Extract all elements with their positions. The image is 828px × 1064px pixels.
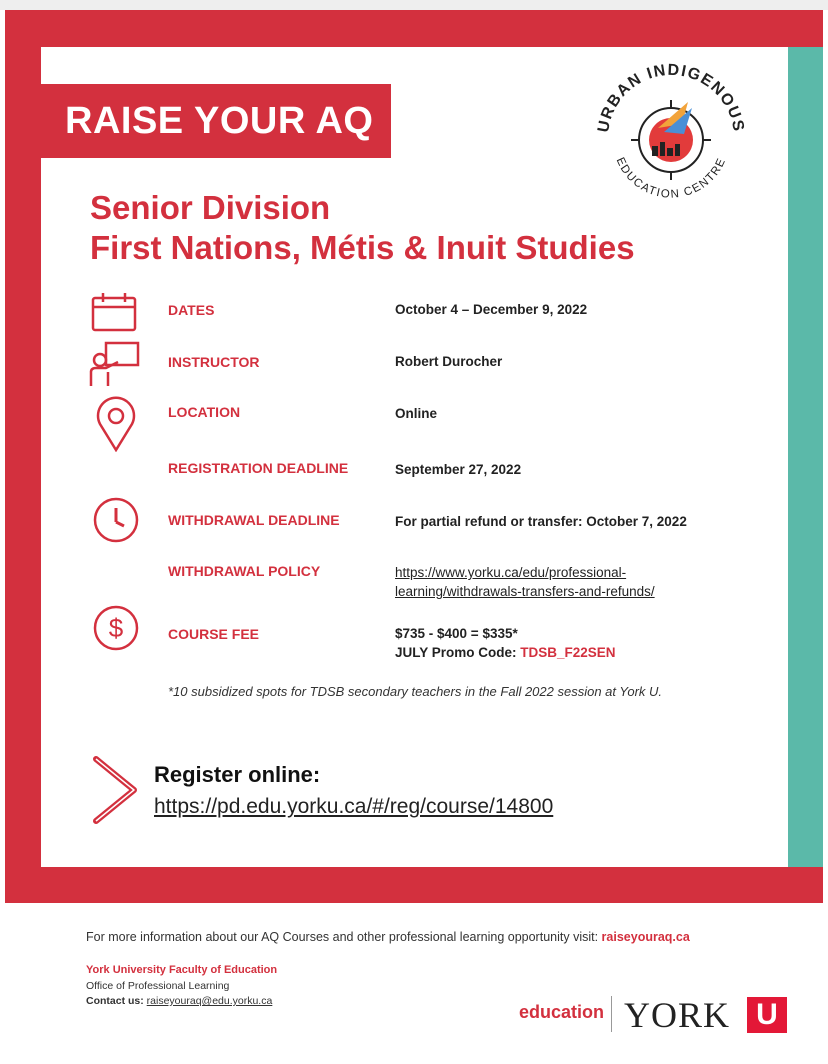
top-strip	[0, 0, 828, 10]
withdrawal-deadline-value: For partial refund or transfer: October 7, 2022	[395, 514, 687, 529]
location-pin-icon	[94, 396, 138, 452]
subsidy-note: *10 subsidized spots for TDSB secondary teachers in the Fall 2022 session at York U.	[168, 684, 663, 699]
promo-label: JULY Promo Code:	[395, 645, 521, 660]
promo-code: TDSB_F22SEN	[520, 645, 616, 660]
instructor-value: Robert Durocher	[395, 354, 503, 369]
brand-york: YORK	[624, 995, 731, 1035]
dollar-icon	[92, 604, 140, 652]
course-title-line1: Senior Division	[90, 189, 331, 226]
instructor-icon	[88, 340, 140, 388]
footer-info	[86, 930, 690, 944]
course-fee-amount: $735 - $400 = $335*	[395, 626, 518, 641]
register-link[interactable]: https://pd.edu.yorku.ca/#/reg/course/14800	[154, 795, 554, 818]
teal-accent-bar	[788, 47, 823, 867]
contact-label: Contact us:	[86, 995, 147, 1007]
footer-info-text: For more information about our AQ Courses and other professional learning opportunity visit:	[86, 930, 602, 944]
withdrawal-policy-label: WITHDRAWAL POLICY	[168, 563, 321, 579]
course-title	[90, 188, 635, 268]
dates-value: October 4 – December 9, 2022	[395, 302, 588, 317]
course-fee-label: COURSE FEE	[168, 626, 260, 642]
chevron-right-icon	[88, 755, 140, 825]
withdrawal-policy-link-line2[interactable]: learning/withdrawals-transfers-and-refunds/	[395, 584, 655, 599]
withdrawal-policy-link-line1[interactable]: https://www.yorku.ca/edu/professional-	[395, 565, 627, 580]
location-label: LOCATION	[168, 404, 241, 420]
register-heading: Register online:	[154, 762, 321, 787]
contact-line	[86, 995, 272, 1007]
clock-icon	[92, 496, 140, 544]
registration-deadline-value: September 27, 2022	[395, 462, 522, 477]
promo-line	[395, 643, 616, 662]
brand-education: education	[519, 1002, 605, 1022]
banner-text: RAISE YOUR AQ	[65, 99, 374, 142]
logo-top-text: URBAN INDIGENOUS	[595, 61, 747, 134]
course-title-line2: First Nations, Métis & Inuit Studies	[90, 229, 635, 266]
faculty-name: York University Faculty of Education	[86, 964, 278, 976]
withdrawal-deadline-label: WITHDRAWAL DEADLINE	[168, 512, 340, 528]
location-value: Online	[395, 406, 438, 421]
banner	[41, 84, 391, 158]
contact-email-link[interactable]: raiseyouraq@edu.yorku.ca	[146, 995, 273, 1007]
withdrawal-policy-link[interactable]	[395, 563, 655, 601]
footer-info-link[interactable]: raiseyouraq.ca	[601, 930, 690, 944]
brand-divider	[611, 996, 612, 1032]
registration-deadline-label: REGISTRATION DEADLINE	[168, 460, 349, 476]
calendar-icon	[88, 292, 140, 332]
instructor-label: INSTRUCTOR	[168, 354, 260, 370]
office-name: Office of Professional Learning	[86, 980, 230, 992]
logo-bottom-text: EDUCATION CENTRE	[613, 155, 729, 201]
dates-label: DATES	[168, 302, 215, 318]
svg-text:$: $	[108, 613, 124, 643]
course-fee-value	[395, 624, 616, 662]
brand-york-u-logo: U	[747, 997, 787, 1033]
